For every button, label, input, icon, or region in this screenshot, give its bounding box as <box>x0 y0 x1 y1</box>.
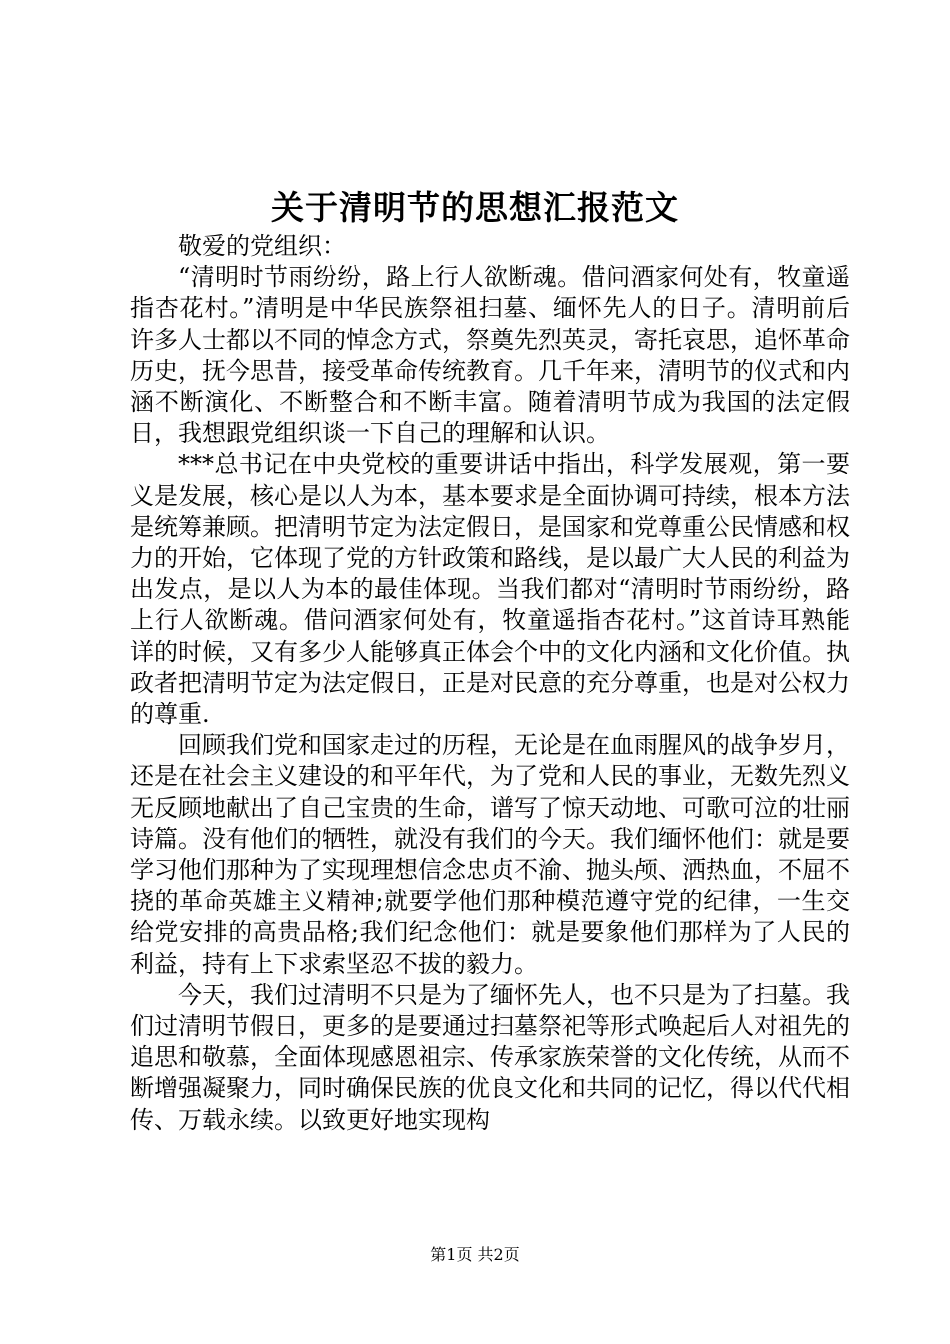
page-title: 关于清明节的思想汇报范文 <box>271 188 679 227</box>
salutation: 敬爱的党组织： <box>178 232 346 260</box>
document-body <box>130 231 850 1136</box>
paragraph-3: 回顾我们党和国家走过的历程，无论是在血雨腥风的战争岁月，还是在社会主义建设的和平年代，为了党和人民的事业，无数先烈义无反顾地献出了自己宝贵的生命，谱写了惊天动地、可歌可泣的壮丽诗篇。没有他们的牺牲，就没有我们的今天。我们缅怀他们：就是要学习他们那种为了实现理想信念忠贞不渝、抛头颅、洒热血，不屈不挠的革命英雄主义精神;就要学他们那种模范遵守党的纪律，一生交给党安排的高贵品格;我们纪念他们：就是要象他们那样为了人民的利益，持有上下求索坚忍不拔的毅力。 <box>130 731 850 978</box>
page-number-footer: 第1页 共2页 <box>430 1245 520 1264</box>
paragraph-2: ***总书记在中央党校的重要讲话中指出，科学发展观，第一要义是发展，核心是以人为本，基本要求是全面协调可持续，根本方法是统筹兼顾。把清明节定为法定假日，是国家和党尊重公民情感和权力的开始，它体现了党的方针政策和路线，是以最广大人民的利益为出发点，是以人为本的最佳体现。当我们都对“清明时节雨纷纷，路上行人欲断魂。借问酒家何处有，牧童遥指杏花村。”这首诗耳熟能详的时候，又有多少人能够真正体会个中的文化内涵和文化价值。执政者把清明节定为法定假日，正是对民意的充分尊重，也是对公权力的尊重. <box>130 450 850 729</box>
paragraph-4: 今天，我们过清明不只是为了缅怀先人，也不只是为了扫墓。我们过清明节假日，更多的是要通过扫墓祭祀等形式唤起后人对祖先的追思和敬慕，全面体现感恩祖宗、传承家族荣誉的文化传统，从而不断增强凝聚力，同时确保民族的优良文化和共同的记忆，得以代代相传、万载永续。以致更好地实现构 <box>130 980 850 1134</box>
paragraph-1: “清明时节雨纷纷，路上行人欲断魂。借问酒家何处有，牧童遥指杏花村。”清明是中华民族祭祖扫墓、缅怀先人的日子。清明前后许多人士都以不同的悼念方式，祭奠先烈英灵，寄托哀思，追怀革命历史，抚今思昔，接受革命传统教育。几千年来，清明节的仪式和内涵不断演化、不断整合和不断丰富。随着清明节成为我国的法定假日，我想跟党组织谈一下自己的理解和认识。 <box>130 263 850 448</box>
